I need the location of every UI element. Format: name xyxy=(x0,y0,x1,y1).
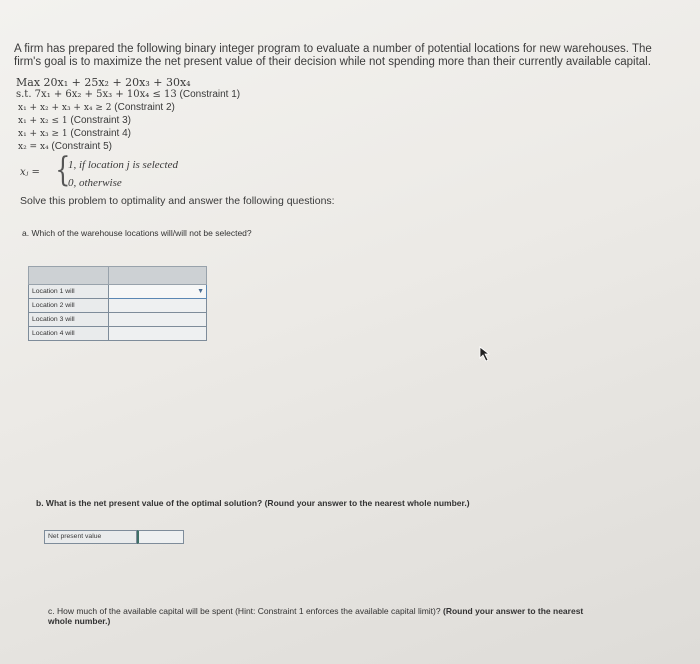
location-3-select[interactable] xyxy=(109,313,207,327)
question-c-text: c. How much of the available capital will be spent (Hint: Constraint 1 enforces the available capital limit)? xyxy=(48,606,441,616)
table-row xyxy=(29,299,207,313)
question-b xyxy=(36,498,470,508)
location-4-label: Location 4 will xyxy=(29,327,109,341)
question-b-text: b. What is the net present value of the optimal solution? xyxy=(36,498,263,508)
table-row xyxy=(29,327,207,341)
table-row xyxy=(29,285,207,299)
npv-answer-row xyxy=(44,530,184,544)
mouse-cursor-icon xyxy=(479,346,491,362)
question-a: a. Which of the warehouse locations will/will not be selected? xyxy=(22,228,252,238)
question-c-hint: (Round your answer to the nearest whole number.) xyxy=(48,606,584,626)
location-2-select[interactable] xyxy=(109,299,207,313)
constraint-3-expr: x₁ + x₂ ≤ 1 xyxy=(18,116,68,126)
problem-intro: A firm has prepared the following binary integer program to evaluate a number of potential locations for new warehouses. The firm's goal is to maximize the net present value of their decision while not spending more than their currently available capital. xyxy=(14,43,652,68)
location-4-select[interactable] xyxy=(109,327,207,341)
location-1-label: Location 1 will xyxy=(29,285,109,299)
npv-label: Net present value xyxy=(44,530,137,544)
constraint-2-expr: x₁ + x₂ + x₃ + x₄ ≥ 2 xyxy=(18,103,112,113)
npv-input[interactable] xyxy=(137,530,184,544)
constraint-1-expr: s.t. 7x₁ + 6x₂ + 5x₃ + 10x₄ ≤ 13 xyxy=(16,89,177,100)
constraint-2-label: (Constraint 2) xyxy=(114,102,175,113)
location-selection-table xyxy=(28,266,207,341)
table-row xyxy=(29,313,207,327)
constraint-4 xyxy=(18,128,131,139)
left-brace-icon: { xyxy=(55,150,71,190)
constraint-2 xyxy=(18,102,175,113)
case-selected: 1, if location j is selected xyxy=(68,159,178,171)
constraint-1-label: (Constraint 1) xyxy=(179,89,241,100)
location-3-label: Location 3 will xyxy=(29,313,109,327)
objective-function: Max 20x₁ + 25x₂ + 20x₃ + 30x₄ xyxy=(16,76,191,89)
instruction: Solve this problem to optimality and answer the following questions: xyxy=(20,195,335,207)
question-b-hint: (Round your answer to the nearest whole number.) xyxy=(264,498,470,508)
location-2-label: Location 2 will xyxy=(29,299,109,313)
constraint-5-expr: x₂ = x₄ xyxy=(18,142,49,152)
constraint-4-expr: x₁ + x₃ ≥ 1 xyxy=(18,129,68,139)
question-c xyxy=(48,606,608,626)
table-header-row xyxy=(29,267,207,285)
binary-variable: xⱼ = xyxy=(20,167,40,178)
constraint-3-label: (Constraint 3) xyxy=(70,115,131,126)
constraint-1 xyxy=(16,89,240,100)
constraint-4-label: (Constraint 4) xyxy=(70,128,131,139)
location-1-select[interactable] xyxy=(109,285,207,299)
case-otherwise: 0, otherwise xyxy=(68,177,122,189)
dropdown-arrow-icon[interactable]: ▼ xyxy=(197,288,204,295)
constraint-5-label: (Constraint 5) xyxy=(51,141,112,152)
constraint-3 xyxy=(18,115,131,126)
